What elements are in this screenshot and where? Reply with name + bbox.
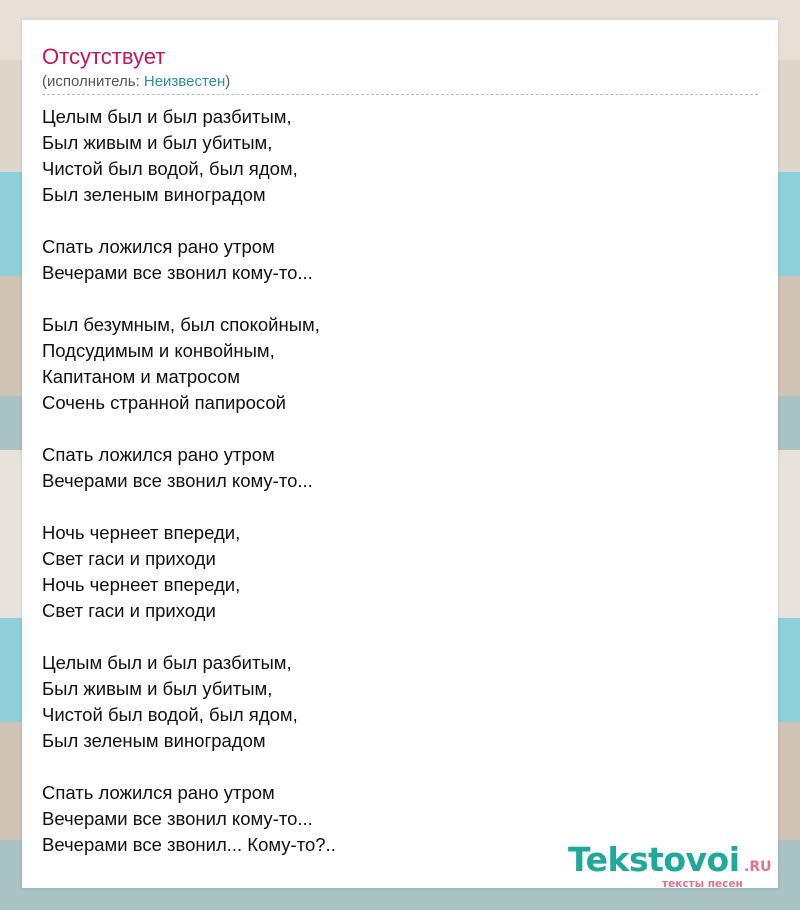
lyric-line: Целым был и был разбитым, <box>42 652 292 673</box>
site-logo[interactable] <box>568 840 778 888</box>
stanza-gap <box>42 208 336 234</box>
logo-tld: .RU <box>744 859 772 875</box>
lyric-line: Спать ложился рано утром <box>42 236 275 257</box>
lyrics-card <box>22 20 778 888</box>
lyric-line: Капитаном и матросом <box>42 366 240 387</box>
header-divider <box>42 94 758 95</box>
stanza-gap <box>42 286 336 312</box>
artist-link[interactable]: Неизвестен <box>143 73 226 90</box>
performer-prefix: (исполнитель: <box>42 73 144 90</box>
lyric-line: Чистой был водой, был ядом, <box>42 158 298 179</box>
logo-wordmark: Tekstovoi <box>568 840 740 879</box>
stanza-gap <box>42 416 336 442</box>
lyric-line: Подсудимым и конвойным, <box>42 340 275 361</box>
lyric-line: Был живым и был убитым, <box>42 678 273 699</box>
stanza <box>42 234 336 286</box>
lyric-line: Сочень странной папиросой <box>42 392 286 413</box>
performer-line <box>42 72 230 92</box>
lyric-line: Целым был и был разбитым, <box>42 106 292 127</box>
lyric-line: Был зеленым виноградом <box>42 184 266 205</box>
stanza <box>42 312 336 416</box>
logo-tagline: тексты песен <box>662 878 743 890</box>
lyric-line: Спать ложился рано утром <box>42 444 275 465</box>
stanza <box>42 442 336 494</box>
stanza <box>42 104 336 208</box>
stanza <box>42 780 336 858</box>
stanza <box>42 520 336 624</box>
song-title: Отсутствует <box>42 44 166 69</box>
lyric-line: Ночь чернеет впереди, <box>42 522 241 543</box>
lyric-line: Свет гаси и приходи <box>42 548 216 569</box>
lyrics-text <box>42 104 336 858</box>
lyric-line: Свет гаси и приходи <box>42 600 216 621</box>
lyric-line: Был живым и был убитым, <box>42 132 273 153</box>
lyric-line: Был безумным, был спокойным, <box>42 314 320 335</box>
stanza-gap <box>42 624 336 650</box>
lyric-line: Вечерами все звонил... Кому-то?.. <box>42 834 336 855</box>
lyric-line: Ночь чернеет впереди, <box>42 574 241 595</box>
stanza-gap <box>42 754 336 780</box>
lyric-line: Вечерами все звонил кому-то... <box>42 262 313 283</box>
performer-suffix: ) <box>225 73 231 90</box>
lyric-line: Был зеленым виноградом <box>42 730 266 751</box>
lyric-line: Вечерами все звонил кому-то... <box>42 470 313 491</box>
lyric-line: Спать ложился рано утром <box>42 782 275 803</box>
stanza <box>42 650 336 754</box>
lyric-line: Чистой был водой, был ядом, <box>42 704 298 725</box>
lyric-line: Вечерами все звонил кому-то... <box>42 808 313 829</box>
stanza-gap <box>42 494 336 520</box>
